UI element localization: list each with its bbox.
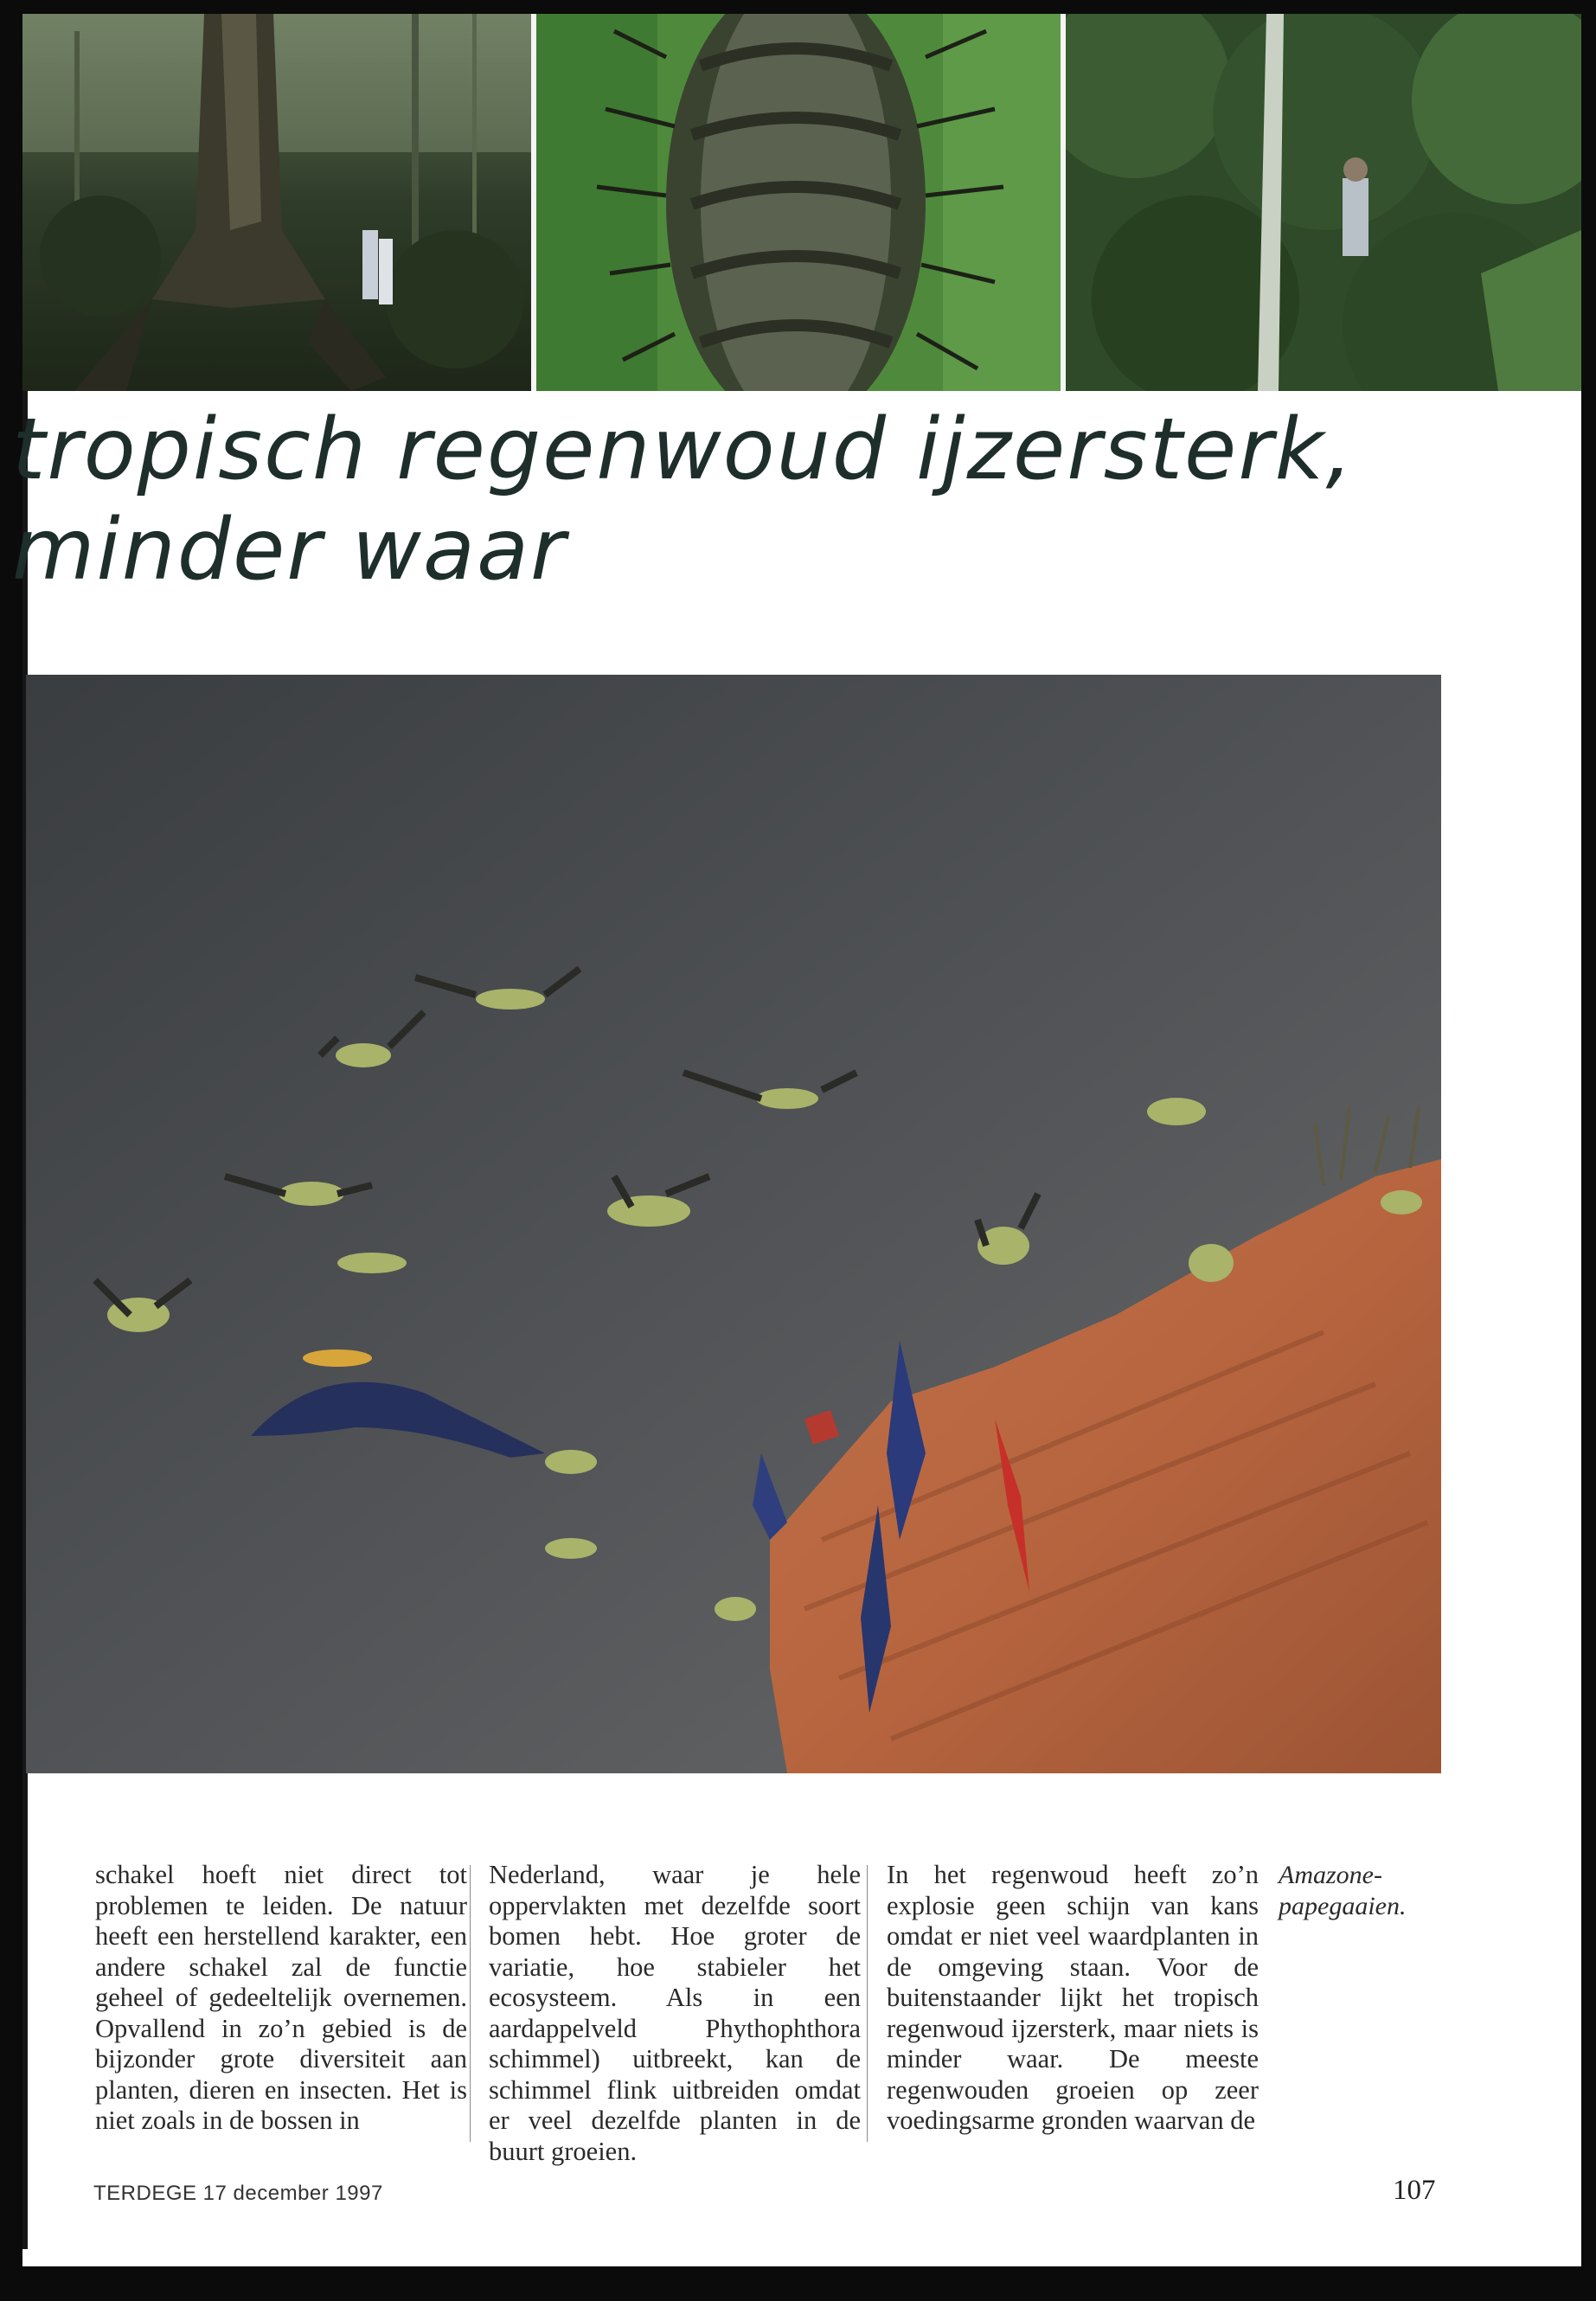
body-column-1: schakel hoeft niet direct tot problemen te leiden. De natuur heeft een herstellend karakter, een andere schakel zal de functie geheel of gedeeltelijk overnemen. Opvallend in zo’n gebied is de bijzonder grote diversiteit aan planten, dieren en insecten. Het is niet zoals in de bossen in (95, 1860, 467, 2135)
page-number: 107 (1393, 2175, 1436, 2206)
rainforest-tree-photo (22, 14, 531, 391)
photo-strip (22, 14, 1581, 391)
page-edge-bottom (0, 2266, 1596, 2301)
title-line-2: minder waar (12, 501, 567, 599)
article-title (12, 400, 1483, 600)
photo-caption: Amazone-papegaaien. (1279, 1861, 1407, 1920)
column-divider (867, 1865, 868, 2142)
spiny-palm-trunk-photo (536, 14, 1061, 391)
body-column-2: Nederland, waar je hele oppervlakten met dezelfde soort bomen hebt. Hoe groter de variatie, hoe stabieler het ecosysteem. Als in een aardappelveld Phythophthora schimmel) uitbreekt, kan de schimmel flink uitbreiden omdat er veel dezelfde planten in de buurt groeien. (489, 1860, 861, 2166)
page-edge-right (1581, 0, 1596, 2301)
publication-footer: TERDEGE 17 december 1997 (93, 2182, 383, 2205)
page-edge-left (0, 0, 22, 2301)
macaw-clay-lick-photo (26, 675, 1441, 1773)
column-divider (470, 1865, 471, 2142)
forest-canopy-photo (1066, 14, 1581, 391)
title-line-1: tropisch regenwoud ijzersterk, (12, 401, 1355, 499)
page-edge-top (0, 0, 1596, 14)
body-column-3: In het regenwoud heeft zo’n explosie geen schijn van kans omdat er niet veel waardplanten in de omgeving staan. Voor de buitenstaander lijkt het tropisch regenwoud ijzersterk, maar niets is minder waar. De meeste regenwouden groeien op zeer voedingsarme gronden waarvan de (887, 1860, 1259, 2135)
